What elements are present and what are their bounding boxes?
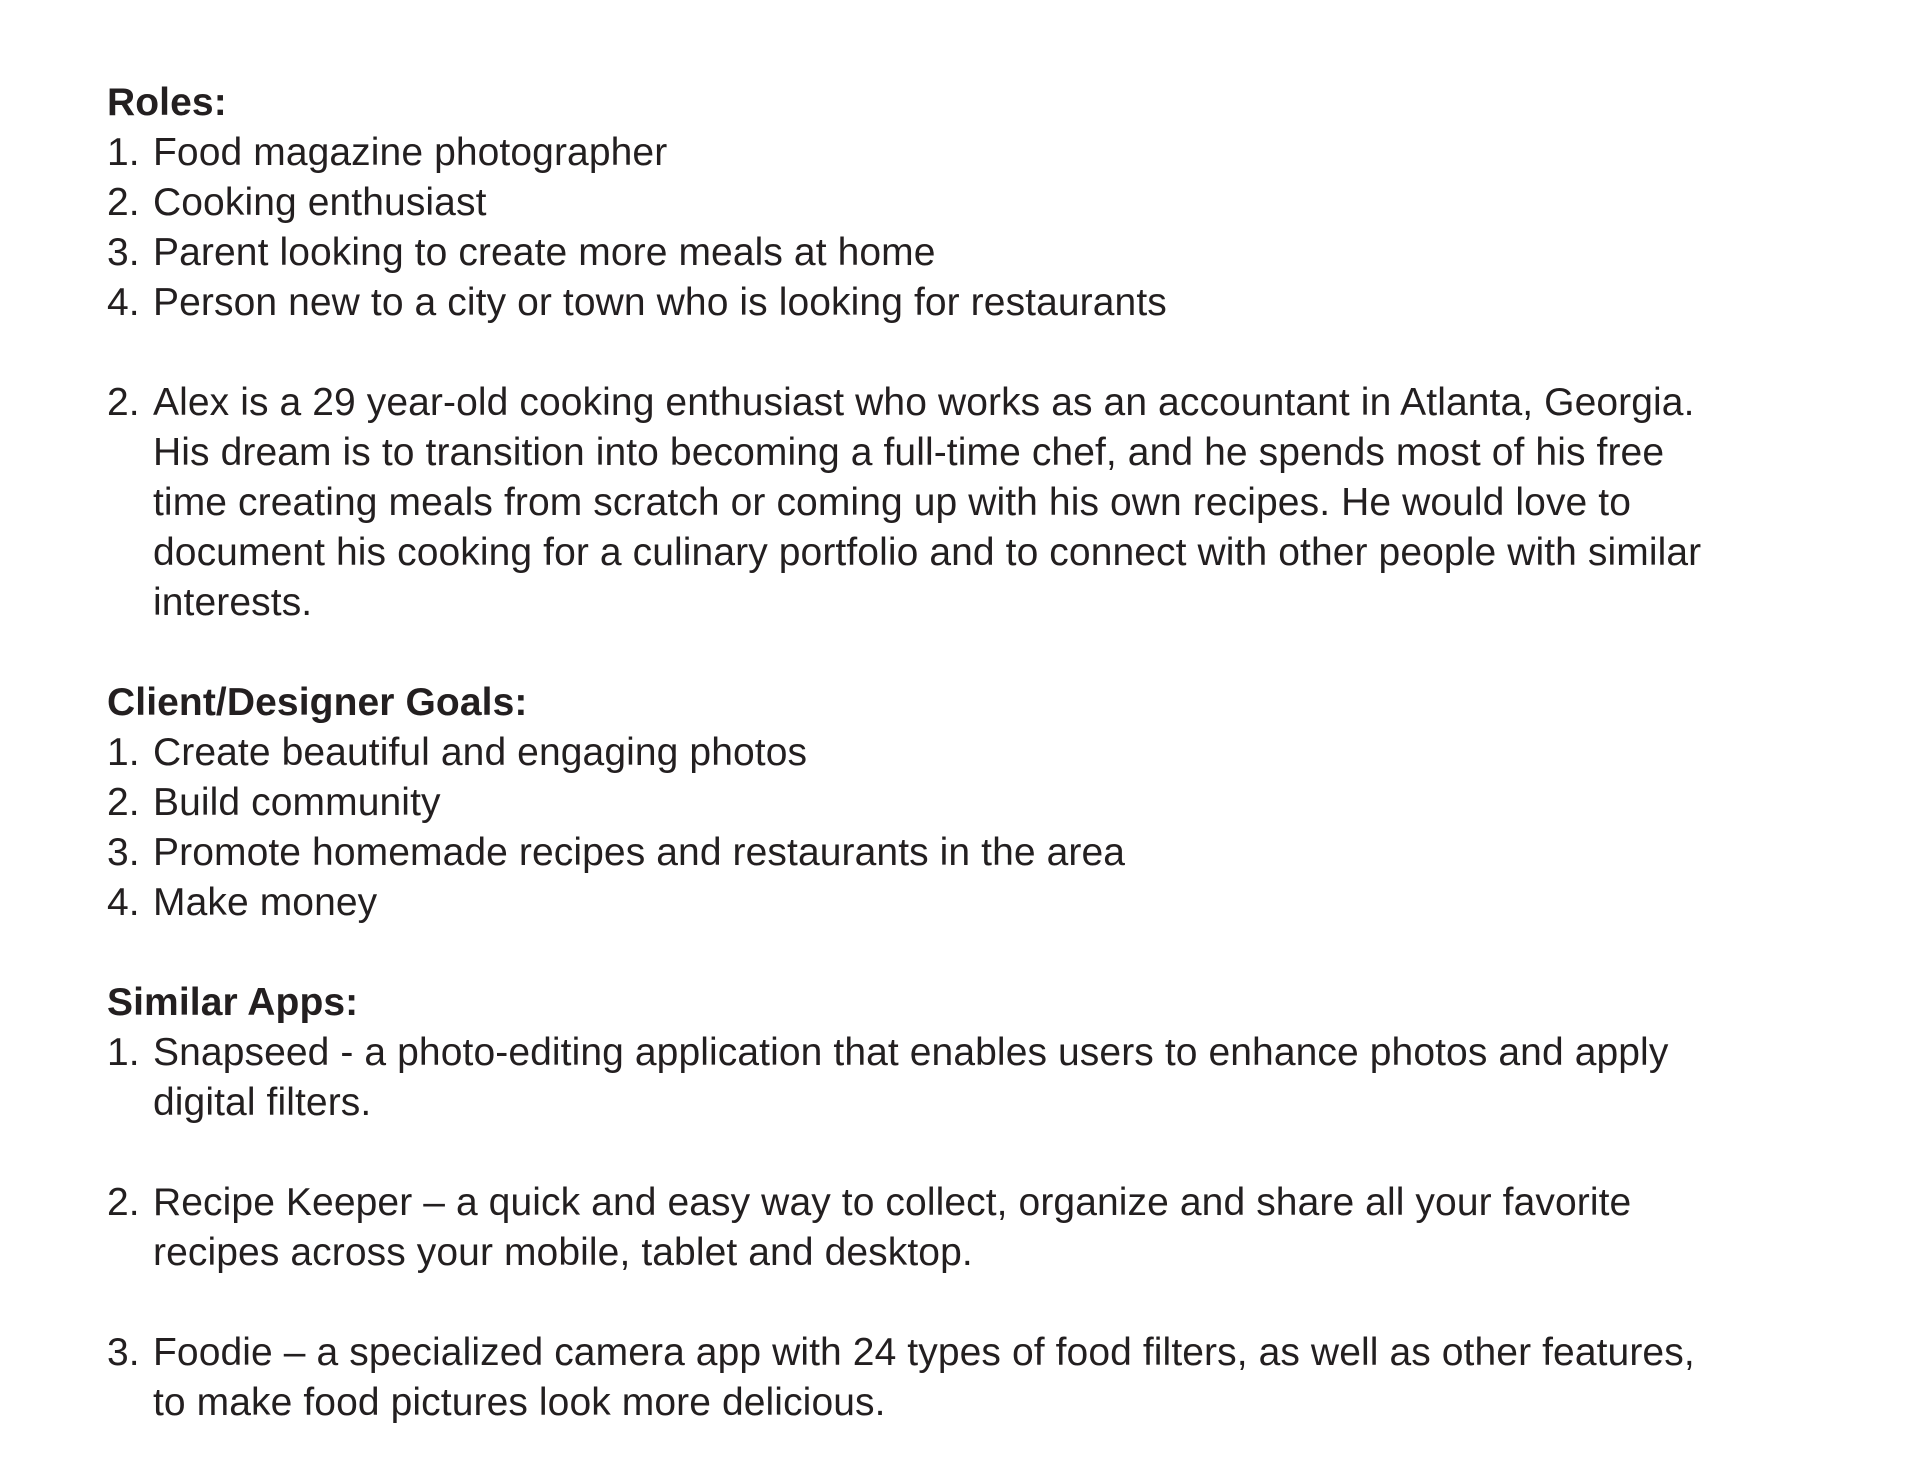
- list-number: 3.: [107, 831, 140, 874]
- spacer: [107, 928, 1920, 978]
- list-text: digital filters.: [153, 1081, 372, 1124]
- list-item: [107, 228, 1920, 278]
- list-number: 2.: [107, 381, 140, 424]
- list-number: 2.: [107, 781, 140, 824]
- list-text: Parent looking to create more meals at home: [153, 231, 936, 274]
- list-number: 1.: [107, 1031, 140, 1074]
- spacer: [107, 328, 1920, 378]
- list-number: 2.: [107, 181, 140, 224]
- list-item: [107, 278, 1920, 328]
- roles-heading: Roles:: [107, 81, 227, 124]
- list-text: Person new to a city or town who is looking for restaurants: [153, 281, 1167, 324]
- paragraph-line: Alex is a 29 year-old cooking enthusiast who works as an accountant in Atlanta, Georgia.: [153, 381, 1695, 424]
- paragraph-line: His dream is to transition into becoming a full-time chef, and he spends most of his free: [153, 431, 1665, 474]
- list-text: Recipe Keeper – a quick and easy way to collect, organize and share all your favorite: [153, 1181, 1632, 1224]
- list-text: Foodie – a specialized camera app with 24 types of food filters, as well as other features,: [153, 1331, 1695, 1374]
- list-item: [107, 828, 1920, 878]
- spacer: [107, 628, 1920, 678]
- list-number: 4.: [107, 881, 140, 924]
- list-item: [107, 1028, 1920, 1128]
- paragraph-line: interests.: [153, 581, 313, 624]
- list-item: [107, 778, 1920, 828]
- list-text: Promote homemade recipes and restaurants in the area: [153, 831, 1126, 874]
- spacer: [107, 1128, 1920, 1178]
- list-number: 3.: [107, 1331, 140, 1374]
- goals-heading: Client/Designer Goals:: [107, 681, 528, 724]
- persona-paragraph: [107, 378, 1920, 628]
- list-text: Create beautiful and engaging photos: [153, 731, 808, 774]
- list-item: [107, 1328, 1920, 1428]
- list-text: Cooking enthusiast: [153, 181, 487, 224]
- list-item: [107, 878, 1920, 928]
- list-text: to make food pictures look more delicious.: [153, 1381, 886, 1424]
- paragraph-line: time creating meals from scratch or coming up with his own recipes. He would love to: [153, 481, 1632, 524]
- paragraph-line: document his cooking for a culinary portfolio and to connect with other people with similar: [153, 531, 1702, 574]
- list-text: Food magazine photographer: [153, 131, 668, 174]
- list-item: [107, 1178, 1920, 1278]
- list-text: Make money: [153, 881, 378, 924]
- list-number: 4.: [107, 281, 140, 324]
- list-item: [107, 178, 1920, 228]
- list-text: Snapseed - a photo-editing application that enables users to enhance photos and apply: [153, 1031, 1669, 1074]
- list-number: 1.: [107, 731, 140, 774]
- list-text: recipes across your mobile, tablet and desktop.: [153, 1231, 973, 1274]
- spacer: [107, 1278, 1920, 1328]
- list-number: 2.: [107, 1181, 140, 1224]
- similar-apps-heading: Similar Apps:: [107, 981, 359, 1024]
- list-text: Build community: [153, 781, 441, 824]
- list-number: 3.: [107, 231, 140, 274]
- list-number: 1.: [107, 131, 140, 174]
- list-item: [107, 128, 1920, 178]
- list-item: [107, 728, 1920, 778]
